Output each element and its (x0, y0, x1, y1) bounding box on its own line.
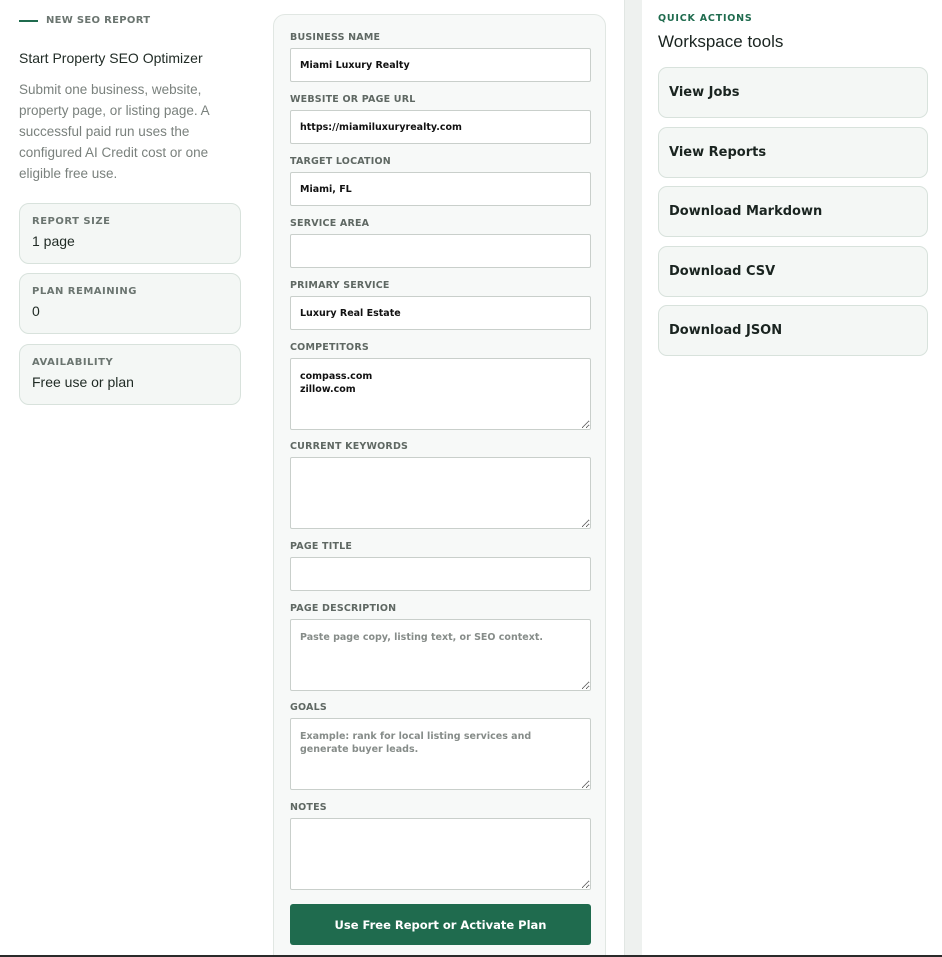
business-name-input[interactable] (290, 48, 591, 82)
submit-report-button[interactable]: Use Free Report or Activate Plan (290, 904, 591, 945)
competitors-label: COMPETITORS (290, 342, 369, 353)
download-csv-button[interactable]: Download CSV (658, 246, 928, 297)
download-json-button[interactable]: Download JSON (658, 305, 928, 356)
seo-report-form (273, 14, 606, 957)
page-title: Start Property SEO Optimizer (19, 50, 203, 66)
view-reports-button[interactable]: View Reports (658, 127, 928, 178)
goals-label: GOALS (290, 702, 327, 713)
eyebrow-text: NEW SEO REPORT (46, 15, 151, 26)
stat-value: 0 (32, 303, 40, 319)
stat-card-report-size (19, 203, 241, 264)
target-location-input[interactable] (290, 172, 591, 206)
stat-card-plan-remaining (19, 273, 241, 334)
page-description: Submit one business, website, property page, or listing page. A successful paid run uses the configured AI Credit cost or one eligible free use. (19, 82, 209, 181)
primary-service-input[interactable] (290, 296, 591, 330)
page-description-label: PAGE DESCRIPTION (290, 603, 397, 614)
stat-label: REPORT SIZE (32, 216, 111, 227)
notes-label: NOTES (290, 802, 327, 813)
quick-actions-title: Workspace tools (658, 32, 784, 51)
service-area-input[interactable] (290, 234, 591, 268)
quick-actions-eyebrow: QUICK ACTIONS (658, 13, 753, 24)
target-location-label: TARGET LOCATION (290, 156, 391, 167)
current-keywords-label: CURRENT KEYWORDS (290, 441, 409, 452)
stat-value: Free use or plan (32, 374, 134, 390)
primary-service-label: PRIMARY SERVICE (290, 280, 390, 291)
page-title-label: PAGE TITLE (290, 541, 353, 552)
website-url-input[interactable] (290, 110, 591, 144)
current-keywords-textarea[interactable] (290, 457, 591, 529)
notes-textarea[interactable] (290, 818, 591, 890)
website-label: WEBSITE OR PAGE URL (290, 94, 416, 105)
stat-label: PLAN REMAINING (32, 286, 137, 297)
competitors-textarea[interactable] (290, 358, 591, 430)
stat-value: 1 page (32, 233, 75, 249)
page-title-input[interactable] (290, 557, 591, 591)
page-description-textarea[interactable] (290, 619, 591, 691)
section-eyebrow (19, 15, 241, 26)
goals-textarea[interactable] (290, 718, 591, 790)
business-name-label: BUSINESS NAME (290, 32, 381, 43)
download-markdown-button[interactable]: Download Markdown (658, 186, 928, 237)
quick-actions-panel (642, 0, 942, 957)
service-area-label: SERVICE AREA (290, 218, 370, 229)
eyebrow-accent-line (19, 20, 38, 22)
view-jobs-button[interactable]: View Jobs (658, 67, 928, 118)
stat-label: AVAILABILITY (32, 357, 114, 368)
stat-card-availability (19, 344, 241, 405)
panel-divider (624, 0, 642, 957)
